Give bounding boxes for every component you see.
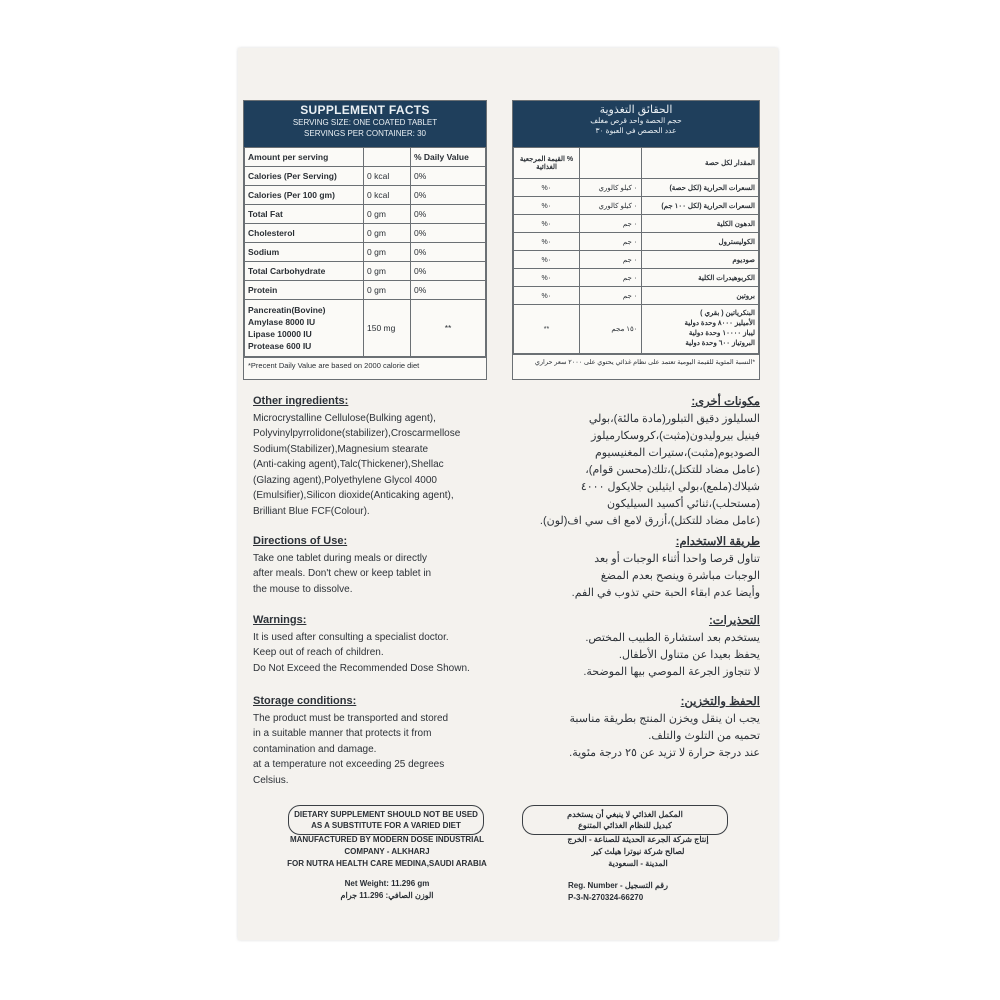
ingredients-section-en (253, 394, 515, 519)
section-heading: طريقة الاستخدام: (675, 536, 760, 548)
table-row (514, 269, 759, 287)
text-line: The product must be transported and stored (253, 712, 449, 724)
text-line: (عامل مضاد للتكتل)،تلك(محسن قوام)، (585, 464, 760, 476)
table-row (245, 281, 486, 300)
nutrient-name: Calories (Per Serving) (245, 167, 364, 186)
serving-size-ar: حجم الحصة واحد قرص مغلف (590, 116, 682, 125)
nutrient-name: الكوليسترول (641, 233, 758, 251)
section-heading: التحذيرات: (708, 615, 760, 627)
reg-label: Reg. Number - رقم التسجيل (568, 881, 668, 890)
supplement-facts-en (243, 100, 487, 380)
table-row (245, 243, 486, 262)
section-heading: مكونات أخرى: (691, 396, 760, 408)
section-heading: Storage conditions: (253, 695, 357, 707)
text-line: يجب ان ينقل ويخزن المنتج بطريقة مناسبة (569, 713, 760, 725)
table-row (514, 179, 759, 197)
pancreatin-line: البروتياز ٦٠٠ وحدة دولية (685, 340, 755, 347)
header-blank (364, 148, 411, 167)
facts-table-en (244, 147, 486, 357)
nutrient-amount: 0 gm (364, 205, 411, 224)
facts-header-ar (513, 101, 759, 147)
text-line: It is used after consulting a specialist doctor. (253, 631, 449, 643)
notice-line: المكمل الغذائي لا ينبغي أن يستخدم (567, 810, 683, 819)
nutrient-amount: 0 gm (364, 262, 411, 281)
pancreatin-dv: ** (411, 300, 486, 357)
manufacturer-line: لصالح شركة نيوترا هيلث كير (591, 847, 685, 856)
text-line: يستخدم بعد استشارة الطبيب المختص. (585, 632, 760, 644)
nutrient-amount: 0 kcal (364, 186, 411, 205)
text-line: the mouse to dissolve. (253, 583, 353, 595)
nutrient-name: الدهون الكلية (641, 215, 758, 233)
notice-line: كبديل للنظام الغذائي المتنوع (578, 821, 672, 830)
nutrient-name: صوديوم (641, 251, 758, 269)
facts-title-en: SUPPLEMENT FACTS (300, 103, 430, 117)
pancreatin-line: Pancreatin(Bovine) (248, 305, 326, 315)
text-line: contamination and damage. (253, 743, 377, 755)
nutrient-dv: 0% (411, 224, 486, 243)
pancreatin-amount: 150 mg (364, 300, 411, 357)
net-weight-en: Net Weight: 11.296 gm (344, 879, 430, 888)
section-heading: Directions of Use: (253, 535, 348, 547)
header-blank (580, 148, 642, 179)
section-heading: Warnings: (253, 614, 307, 626)
nutrient-name: Cholesterol (245, 224, 364, 243)
pancreatin-line: ليباز ١٠٠٠٠ وحدة دولية (688, 330, 755, 337)
table-row (514, 251, 759, 269)
nutrient-name: السعرات الحرارية (لكل ١٠٠ جم) (641, 197, 758, 215)
nutrient-name: بروتين (641, 287, 758, 305)
text-line: after meals. Don't chew or keep tablet in (253, 568, 432, 579)
text-line: Take one tablet during meals or directly (253, 552, 427, 564)
nutrient-amount: 0 gm (364, 224, 411, 243)
storage-section-ar (500, 694, 760, 762)
facts-header-row (514, 148, 759, 179)
text-line: السليلوز دقيق التبلور(مادة مالئة)،بولي (588, 413, 760, 425)
facts-table-ar (513, 147, 759, 354)
header-dv: % القيمة المرجعية الغذائية (514, 148, 580, 179)
text-line: Microcrystalline Cellulose(Bulking agent), (253, 412, 436, 424)
text-line: Sodium(Stabilizer),Magnesium stearate (253, 443, 429, 455)
manufacturer-line: MANUFACTURED BY MODERN DOSE INDUSTRIAL (289, 835, 485, 844)
text-line: الوجبات مباشرة وينصح بعدم المضغ (600, 570, 760, 582)
text-line: Keep out of reach of children. (253, 647, 384, 658)
notice-line: DIETARY SUPPLEMENT SHOULD NOT BE USED (294, 810, 478, 819)
table-row (514, 197, 759, 215)
nutrient-amount: 0 gm (364, 243, 411, 262)
nutrient-amount: 0 gm (364, 281, 411, 300)
ingredients-section-ar (500, 394, 760, 530)
text-line: فينيل بيروليدون(مثبت)،كروسكارميلوز (591, 430, 760, 442)
storage-section-en (253, 694, 515, 788)
nutrient-name: Total Fat (245, 205, 364, 224)
nutrient-dv: ٠% (514, 287, 580, 305)
nutrient-amount: ٠ جم (580, 233, 642, 251)
text-line: Celsius. (253, 774, 289, 786)
text-line: (Glazing agent),Polyethylene Glycol 4000 (253, 474, 437, 486)
text-line: (عامل مضاد للتكتل)،أزرق لامع اف سي اف(لون). (539, 515, 760, 527)
servings-per-container-en: SERVINGS PER CONTAINER: 30 (304, 129, 426, 138)
facts-title-ar: الحقائق التغذوية (599, 104, 673, 116)
nutrient-dv: ٠% (514, 179, 580, 197)
nutrient-dv: ٠% (514, 269, 580, 287)
net-weight (322, 878, 452, 902)
text-line: تحميه من التلوث والتلف. (648, 730, 760, 742)
text-line: شيلاك(ملمع)،بولي ايثيلين جلايكول ٤٠٠٠ (580, 481, 760, 493)
nutrient-dv: ٠% (514, 197, 580, 215)
text-line: in a suitable manner that protects it from (253, 728, 432, 739)
manufacturer-line: المدينة - السعودية (608, 859, 668, 868)
nutrient-dv: 0% (411, 167, 486, 186)
directions-section-en (253, 534, 515, 597)
table-row (245, 186, 486, 205)
reg-number: P-3-N-270324-66270 (568, 893, 644, 902)
notice-line: AS A SUBSTITUTE FOR A VARIED DIET (311, 821, 461, 830)
product-label (238, 48, 778, 940)
pancreatin-line: البنكرياتين ( بقري ) (700, 310, 755, 317)
nutrient-dv: 0% (411, 262, 486, 281)
nutrient-name: Total Carbohydrate (245, 262, 364, 281)
nutrient-name: Calories (Per 100 gm) (245, 186, 364, 205)
nutrient-amount: 0 kcal (364, 167, 411, 186)
nutrient-amount: ٠ جم (580, 251, 642, 269)
table-row (514, 233, 759, 251)
servings-per-container-ar: عدد الحصص في العبوة ٣٠ (595, 126, 677, 135)
nutrient-amount: ٠ جم (580, 215, 642, 233)
pancreatin-row (245, 300, 486, 357)
nutrient-dv: ٠% (514, 233, 580, 251)
dietary-notice-ar (522, 805, 728, 835)
pancreatin-line: الأميليز ٨٠٠٠ وحدة دولية (684, 320, 755, 327)
nutrient-amount: ٠ جم (580, 269, 642, 287)
pancreatin-line: Amylase 8000 IU (248, 317, 316, 327)
nutrient-dv: 0% (411, 243, 486, 262)
nutrient-name: Sodium (245, 243, 364, 262)
text-line: Do Not Exceed the Recommended Dose Shown. (253, 662, 470, 674)
text-line: الصوديوم(مثبت)،ستيرات المغنيسيوم (594, 447, 760, 459)
nutrient-amount: ٠ كيلو كالوري (580, 179, 642, 197)
registration (568, 880, 708, 904)
section-heading: الحفظ والتخزين: (680, 696, 760, 708)
net-weight-ar: الوزن الصافي: 11.296 جرام (340, 891, 434, 900)
facts-header-en (244, 101, 486, 147)
pancreatin-line: Lipase 10000 IU (248, 329, 312, 339)
facts-footnote-ar: *النسبة المئوية للقيمة اليومية تعتمد على نظام غذائي يحتوي على ٢٠٠٠ سعر حراري (513, 354, 759, 369)
pancreatin-name (641, 305, 758, 354)
text-line: وأيضا عدم ابقاء الحبة حتي تذوب في الفم. (571, 587, 760, 599)
text-line: لا تتجاوز الجرعة الموصي بيها الموضحة. (583, 666, 760, 678)
header-amount: المقدار لكل حصة (641, 148, 758, 179)
section-heading: Other ingredients: (253, 395, 349, 407)
warnings-section-en (253, 613, 515, 676)
pancreatin-amount: ١٥٠ مجم (580, 305, 642, 354)
text-line: تناول قرصا واحدا أثناء الوجبات أو بعد (594, 553, 760, 565)
text-line: (Emulsifier),Silicon dioxide(Anticaking agent), (253, 490, 454, 501)
text-line: يحفظ بعيدا عن متناول الأطفال. (618, 649, 760, 661)
table-row (514, 287, 759, 305)
facts-footnote-en: *Precent Daily Value are based on 2000 calorie diet (244, 357, 486, 373)
nutrient-dv: 0% (411, 205, 486, 224)
serving-size-en: SERVING SIZE: ONE COATED TABLET (292, 118, 438, 127)
table-row (245, 205, 486, 224)
text-line: Polyvinylpyrrolidone(stabilizer),Croscarmellose (253, 428, 461, 439)
manufacturer-line: FOR NUTRA HEALTH CARE MEDINA,SAUDI ARABIA (287, 859, 487, 868)
table-row (245, 167, 486, 186)
facts-header-row (245, 148, 486, 167)
table-row (245, 224, 486, 243)
header-amount: Amount per serving (245, 148, 364, 167)
table-row (245, 262, 486, 281)
nutrient-amount: ٠ كيلو كالوري (580, 197, 642, 215)
pancreatin-row (514, 305, 759, 354)
pancreatin-line: Protease 600 IU (248, 341, 312, 351)
table-row (514, 215, 759, 233)
nutrient-dv: ٠% (514, 251, 580, 269)
dietary-notice-en (288, 805, 484, 835)
pancreatin-name (245, 300, 364, 357)
pancreatin-dv: ** (514, 305, 580, 354)
warnings-section-ar (500, 613, 760, 681)
text-line: at a temperature not exceeding 25 degrees (253, 759, 445, 770)
nutrient-name: الكربوهيدرات الكلية (641, 269, 758, 287)
nutrient-dv: 0% (411, 186, 486, 205)
manufacturer-ar (528, 834, 748, 870)
manufacturer-line: إنتاج شركة الجرعة الحديثة للصناعة - الخرج (567, 835, 709, 844)
header-dv: % Daily Value (411, 148, 486, 167)
text-line: عند درجة حرارة لا تزيد عن ٢٥ درجة مئوية. (569, 747, 760, 759)
text-line: Brilliant Blue FCF(Colour). (253, 505, 370, 517)
text-line: (Anti-caking agent),Talc(Thickener),Shellac (253, 459, 444, 470)
directions-section-ar (500, 534, 760, 602)
supplement-facts-ar (512, 100, 760, 380)
text-line: (مستحلب)،ثنائي أكسيد السيليكون (606, 498, 760, 510)
nutrient-name: السعرات الحرارية (لكل حصة) (641, 179, 758, 197)
nutrient-amount: ٠ جم (580, 287, 642, 305)
nutrient-dv: ٠% (514, 215, 580, 233)
manufacturer-line: COMPANY - ALKHARJ (344, 847, 430, 856)
manufacturer-en (262, 834, 512, 870)
nutrient-dv: 0% (411, 281, 486, 300)
nutrient-name: Protein (245, 281, 364, 300)
